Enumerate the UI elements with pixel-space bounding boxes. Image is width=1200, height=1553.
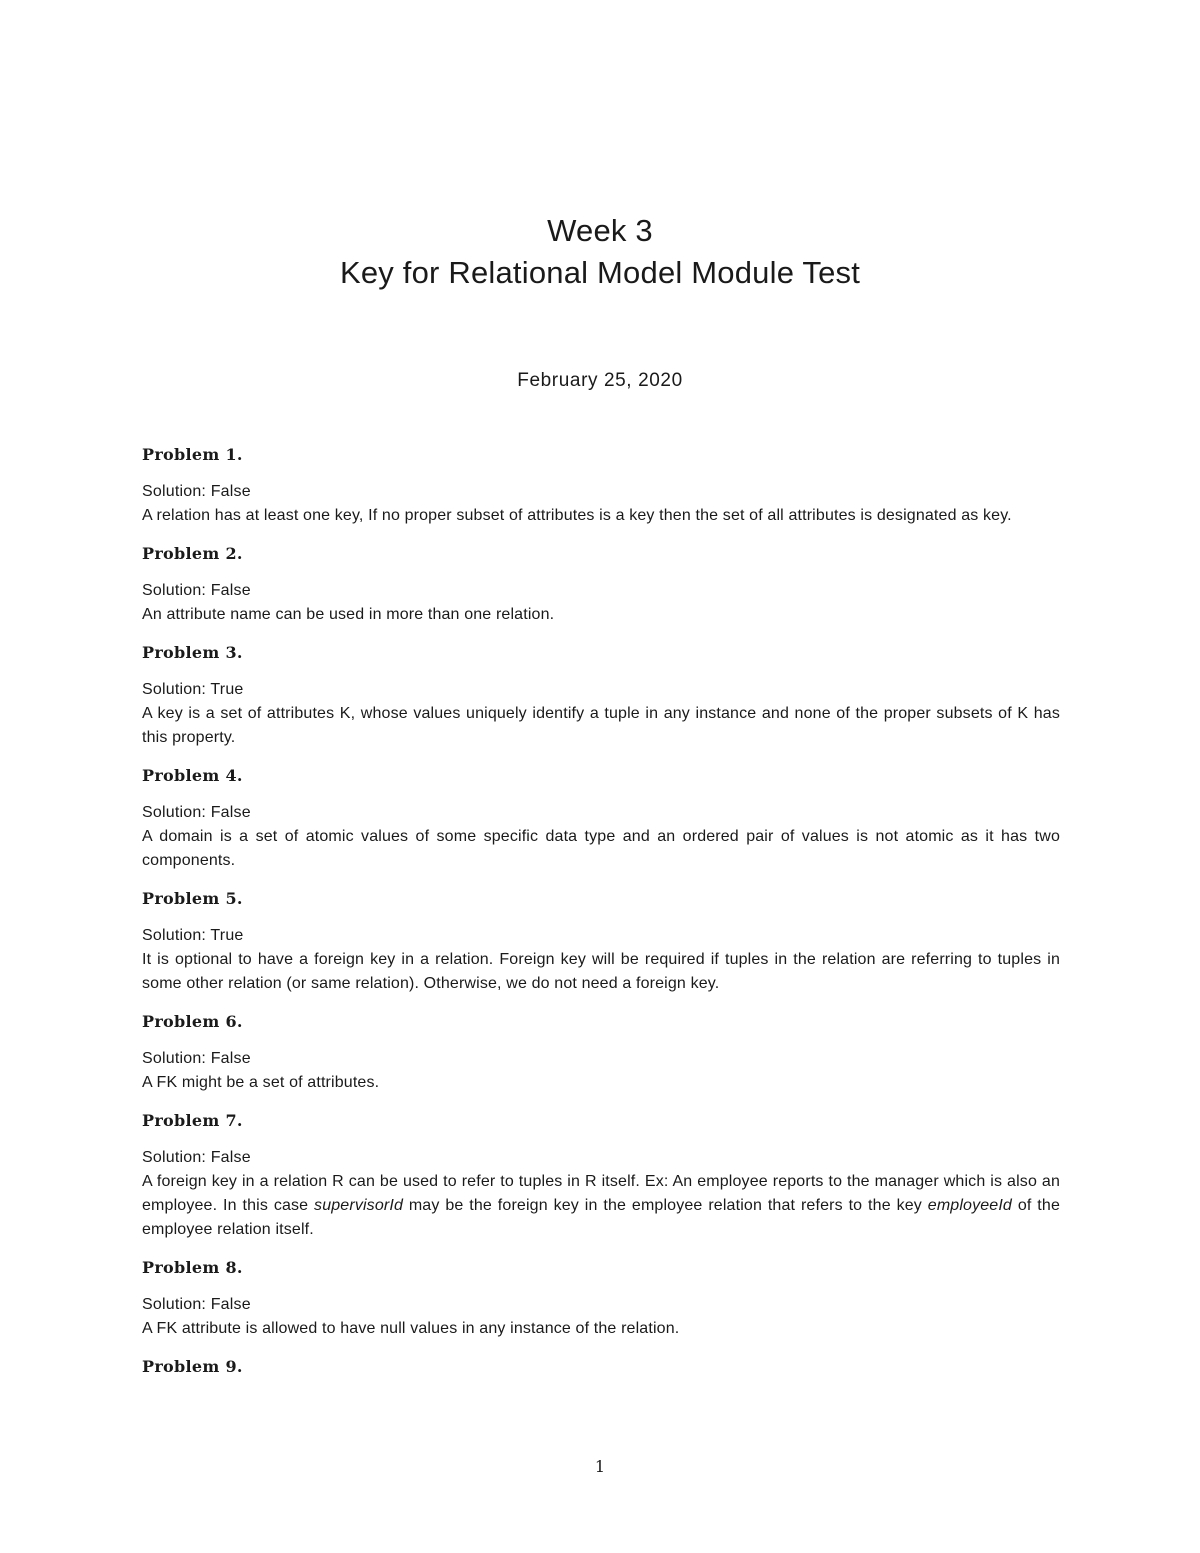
solution-answer: Solution: True [142,927,244,944]
problem-heading: Problem 6. [142,1012,243,1031]
solution-answer: Solution: False [142,804,251,821]
solution-answer: Solution: False [142,483,251,500]
problem-7 [142,1106,1060,1242]
problem-heading: Problem 9. [142,1357,243,1376]
problem-3 [142,638,1060,750]
problem-4 [142,761,1060,873]
solution-explanation [142,1170,1060,1242]
problems-list [142,440,1060,1393]
problem-1 [142,440,1060,528]
solution-answer: Solution: False [142,1050,251,1067]
problem-5 [142,884,1060,996]
solution-explanation: A FK attribute is allowed to have null values in any instance of the relation. [142,1320,680,1337]
solution-answer: Solution: False [142,1296,251,1313]
solution-explanation: A relation has at least one key, If no proper subset of attributes is a key then the set of all attributes is designated as key. [142,507,1012,524]
problem-heading: Problem 1. [142,445,243,464]
solution-answer: Solution: True [142,681,244,698]
explanation-text: may be the foreign key in the employee relation that refers to the key [403,1197,928,1214]
explanation-text: of the employee relation itself. [142,1197,1060,1238]
attribute-term-employeeid: employeeId [927,1197,1012,1214]
explanation-text: A foreign key in a relation R can be used to refer to tuples in R itself. Ex: An employee reports to the manager which is also an employee. In this case [142,1173,1060,1214]
problem-9 [142,1352,1060,1382]
solution-explanation: An attribute name can be used in more than one relation. [142,606,555,623]
problem-heading: Problem 7. [142,1111,243,1130]
solution-answer: Solution: False [142,1149,251,1166]
document-title-week: Week 3 [547,213,653,248]
solution-explanation: A domain is a set of atomic values of some specific data type and an ordered pair of values is not atomic as it has two components. [142,828,1060,869]
problem-2 [142,539,1060,627]
problem-8 [142,1253,1060,1341]
title-block [0,210,1200,294]
solution-explanation: It is optional to have a foreign key in a relation. Foreign key will be required if tuples in the relation are referring to tuples in some other relation (or same relation). Otherwise, we do not need a foreign key. [142,951,1060,992]
attribute-term-supervisorid: supervisorId [314,1197,403,1214]
page-number: 1 [594,1457,606,1476]
solution-answer: Solution: False [142,582,251,599]
problem-6 [142,1007,1060,1095]
document-title: Key for Relational Model Module Test [339,255,861,290]
problem-heading: Problem 8. [142,1258,243,1277]
problem-heading: Problem 4. [142,766,243,785]
problem-heading: Problem 3. [142,643,243,662]
document-date: February 25, 2020 [517,370,683,391]
problem-heading: Problem 2. [142,544,243,563]
solution-explanation: A key is a set of attributes K, whose values uniquely identify a tuple in any instance and none of the proper subsets of K has this property. [142,705,1060,746]
solution-explanation: A FK might be a set of attributes. [142,1074,380,1091]
problem-heading: Problem 5. [142,889,243,908]
